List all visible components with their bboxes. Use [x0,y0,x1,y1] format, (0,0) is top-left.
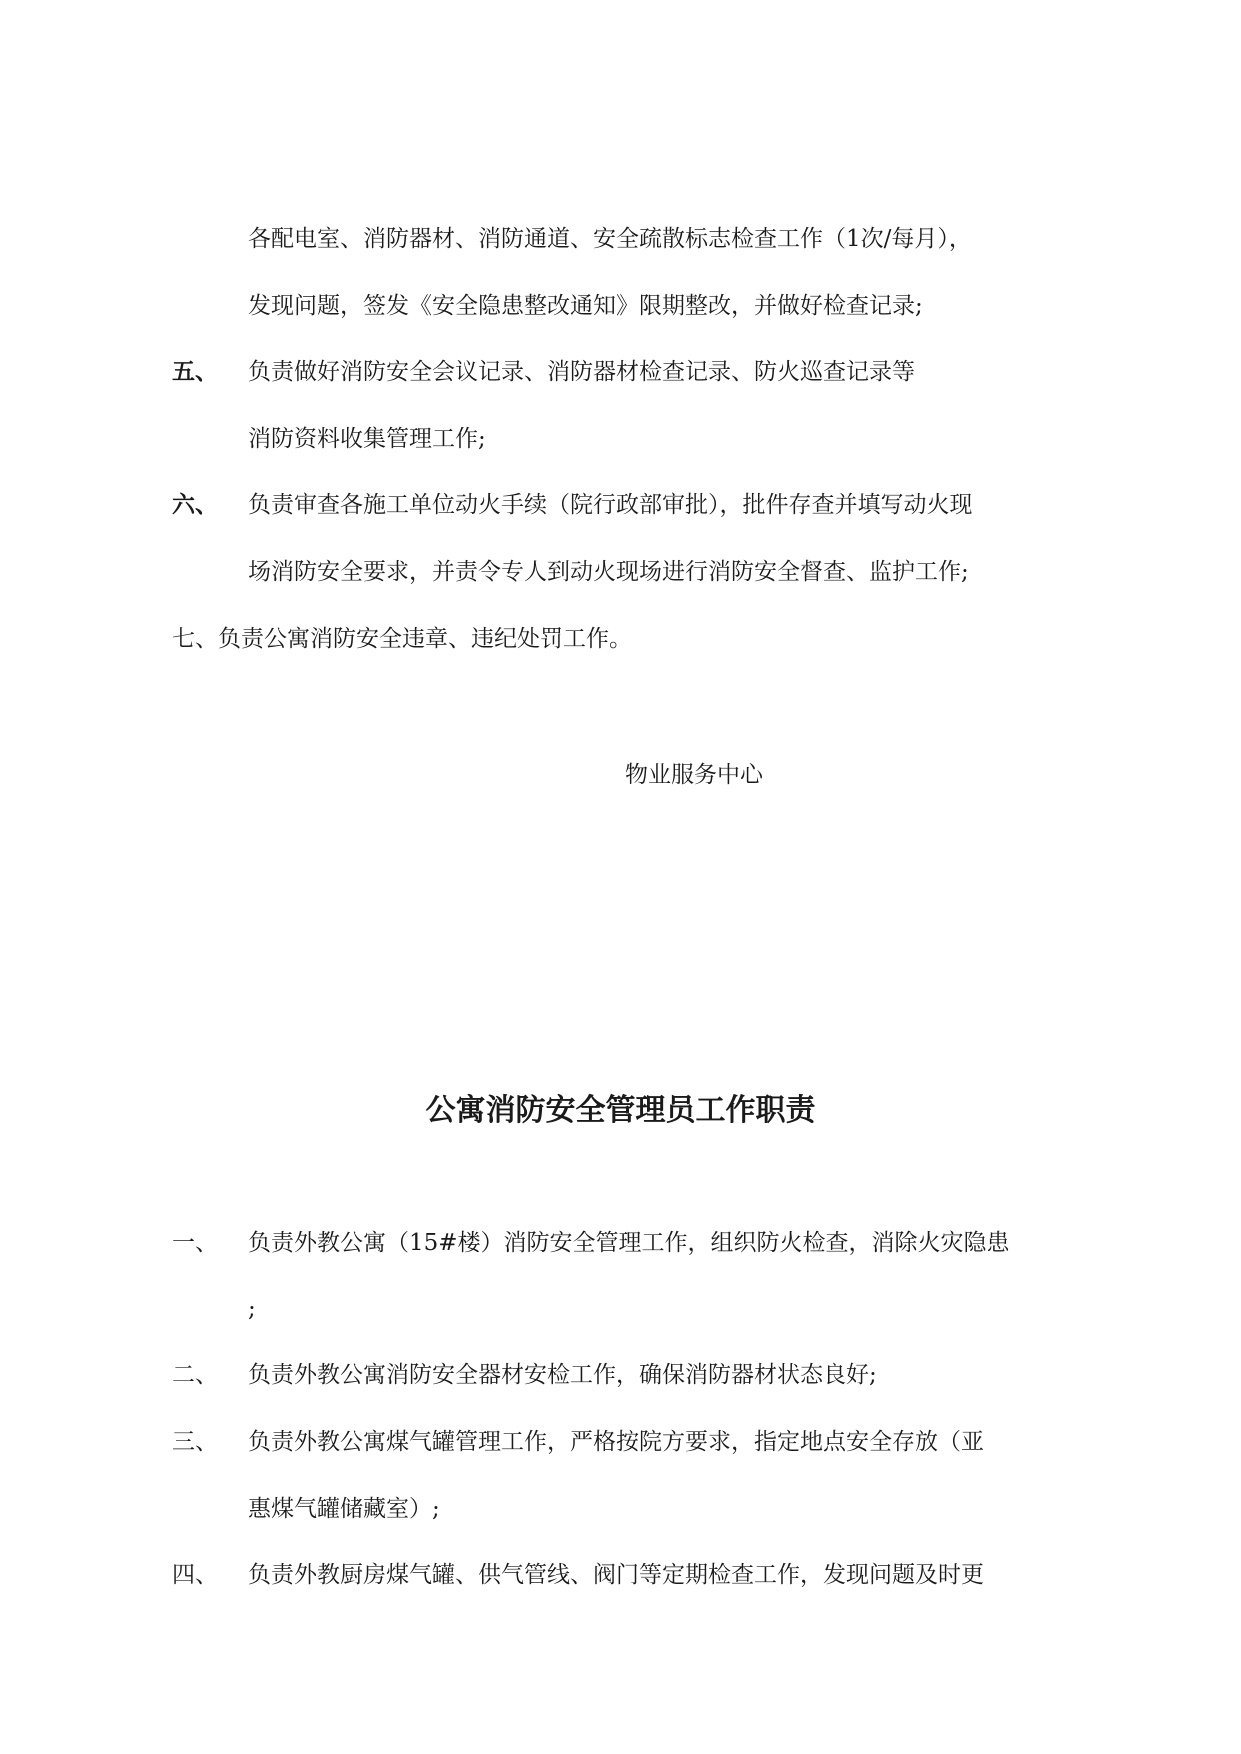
text-line: 负责外教公寓煤气罐管理工作，严格按院方要求，指定地点安全存放（亚 [248,1429,984,1455]
text-line: 负责做好消防安全会议记录、消防器材检查记录、防火巡查记录等 [248,359,915,385]
text-line: 发现问题，签发《安全隐患整改通知》限期整改，并做好检查记录; [248,293,923,319]
text-line: 负责外教公寓（15#楼）消防安全管理工作，组织防火检查，消除火灾隐患 [248,1230,1010,1256]
list-marker: 六、 [172,491,218,518]
text-line: 惠煤气罐储藏室）; [248,1496,440,1522]
list-marker: 二、 [172,1362,218,1388]
text-line: 消防资料收集管理工作; [248,426,486,452]
page-title: 公寓消防安全管理员工作职责 [425,1093,816,1128]
text-line: 负责外教厨房煤气罐、供气管线、阀门等定期检查工作，发现问题及时更 [248,1562,984,1588]
text-line: 负责外教公寓消防安全器材安检工作，确保消防器材状态良好; [248,1362,877,1388]
text-line: 各配电室、消防器材、消防通道、安全疏散标志检查工作（1次/每月）， [248,226,972,252]
text-line: 负责审查各施工单位动火手续（院行政部审批），批件存查并填写动火现 [248,492,973,518]
list-marker: 五、 [172,358,218,385]
text-line: ; [248,1296,256,1322]
list-marker: 三、 [172,1429,218,1455]
list-marker: 一、 [172,1230,218,1256]
signature: 物业服务中心 [625,762,763,788]
text-line: 场消防安全要求，并责令专人到动火现场进行消防安全督查、监护工作; [248,559,969,585]
text-line: 七、负责公寓消防安全违章、违纪处罚工作。 [172,626,632,652]
list-marker: 四、 [172,1562,218,1588]
